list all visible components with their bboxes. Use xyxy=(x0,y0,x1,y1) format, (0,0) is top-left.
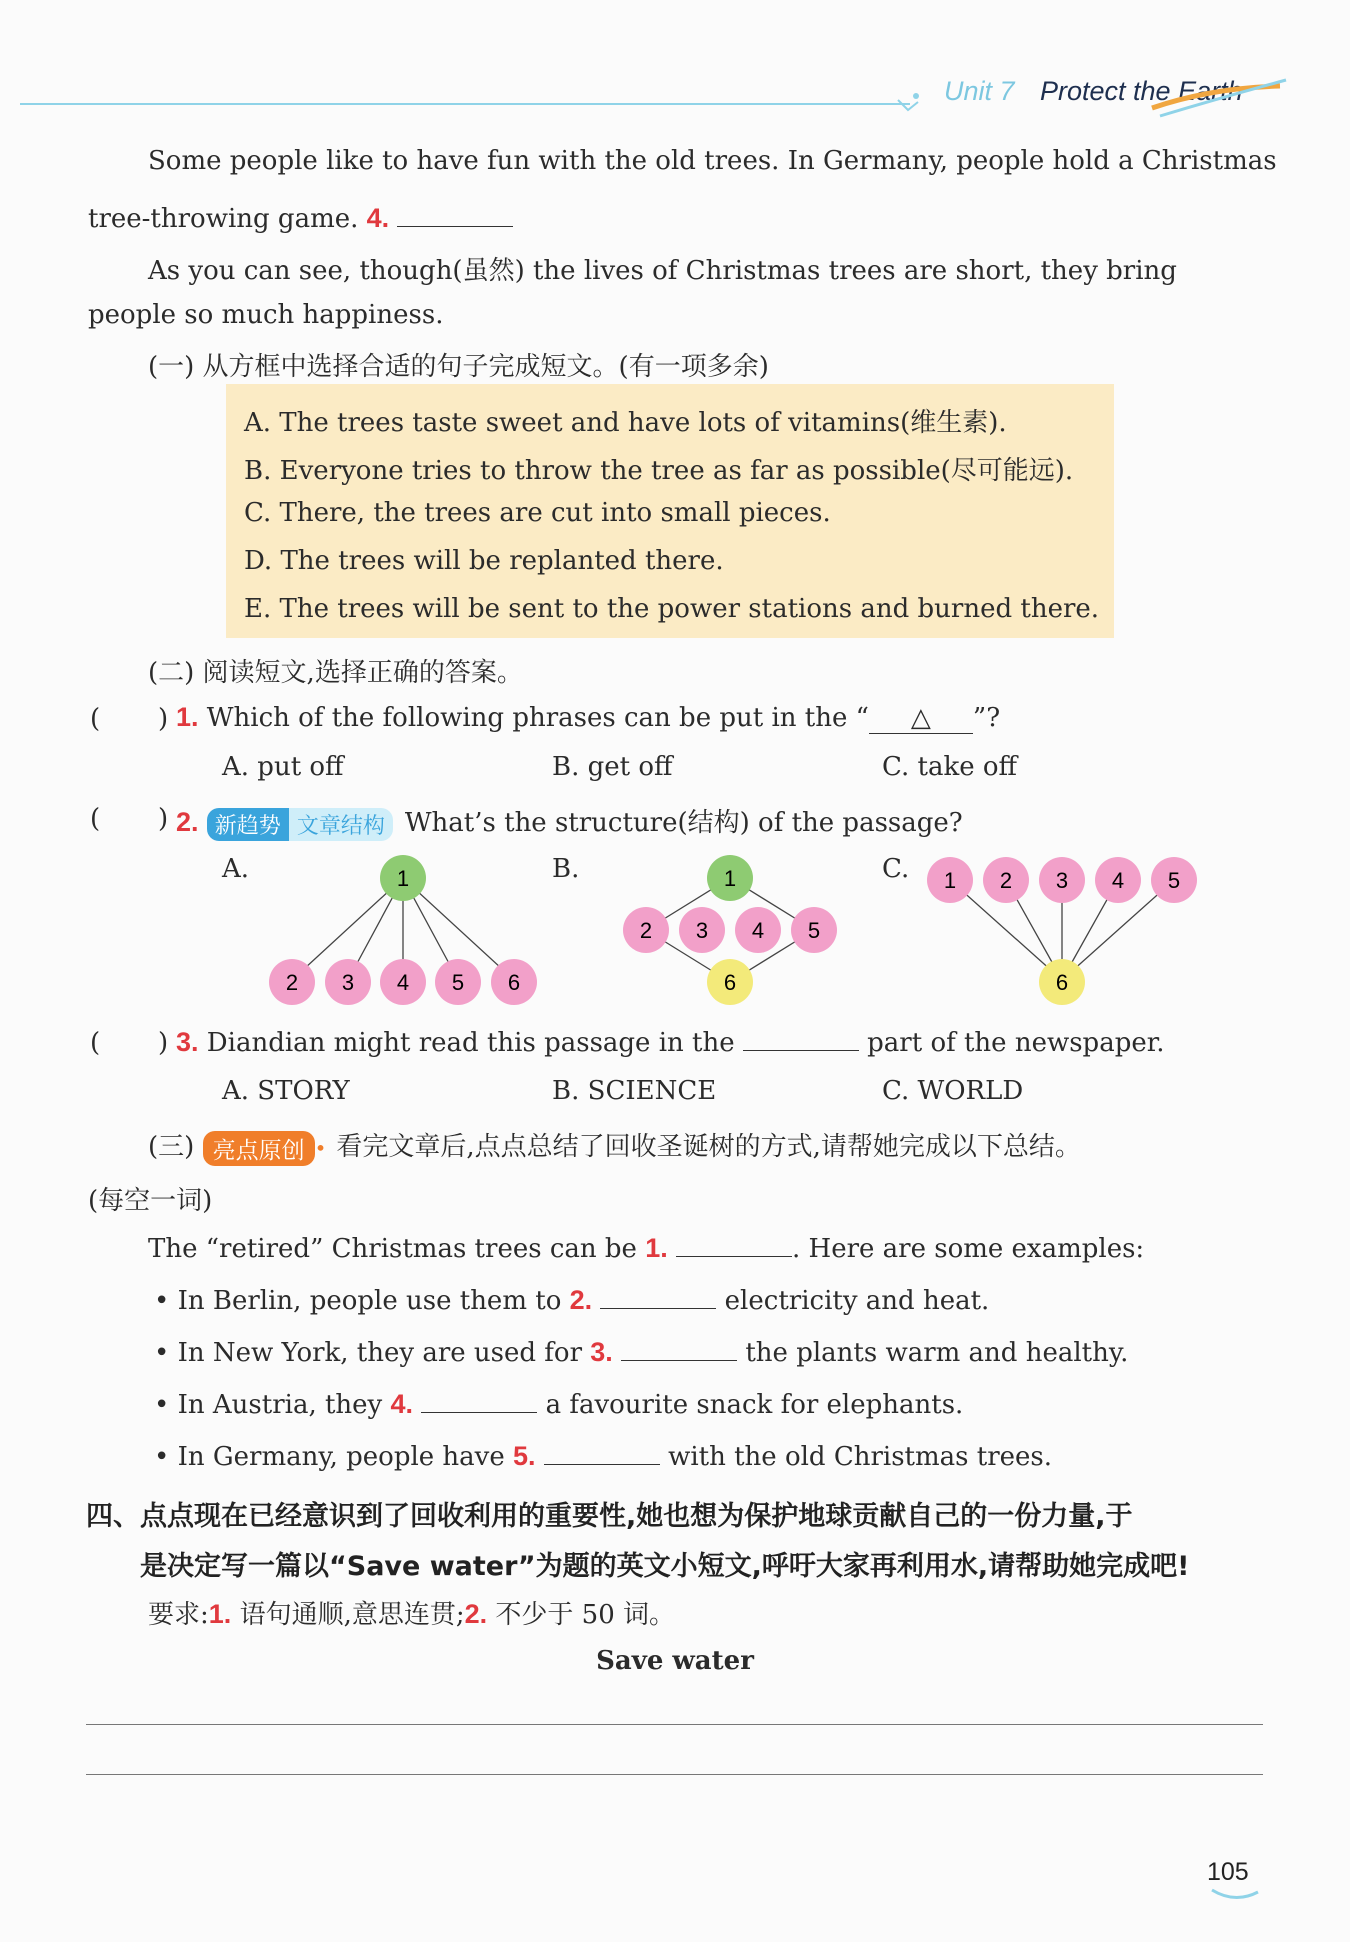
writing-line[interactable] xyxy=(86,1724,1263,1725)
summary-bullet: • In Berlin, people use them to 2. electricity and heat. xyxy=(154,1285,990,1316)
part1-instruction: (一) 从方框中选择合适的句子完成短文。(有一项多余) xyxy=(148,352,769,382)
option-b: B. Everyone tries to throw the tree as far as possible(尽可能远). xyxy=(244,456,1074,486)
node-label: 4 xyxy=(751,918,765,943)
page-swoosh-icon xyxy=(1210,1886,1260,1904)
swoosh-icon xyxy=(1150,78,1290,118)
answer-blank[interactable] xyxy=(600,1284,716,1309)
dot-icon: • xyxy=(314,1136,327,1160)
question-3: 3. Diandian might read this passage in the part of the newspaper. xyxy=(176,1027,1165,1058)
choice-c[interactable]: C. take off xyxy=(882,752,1017,782)
summary-intro: The “retired” Christmas trees can be 1. . Here are some examples: xyxy=(148,1233,1145,1264)
writing-line[interactable] xyxy=(86,1774,1263,1775)
answer-blank[interactable] xyxy=(397,202,513,227)
node-label: 3 xyxy=(341,970,355,995)
node-label: 1 xyxy=(396,866,410,891)
diagram-b xyxy=(600,840,860,1020)
unit-label: Unit 7 xyxy=(944,76,1015,106)
triangle-blank: △ xyxy=(869,703,973,734)
passage-line: tree-throwing game. 4. xyxy=(88,202,513,234)
diagram-label-c[interactable]: C. xyxy=(882,854,910,884)
diagram-a xyxy=(250,840,550,1020)
answer-paren[interactable]: ( ) xyxy=(90,704,169,734)
section4-heading: 是决定写一篇以“Save water”为题的英文小短文,呼吁大家再利用水,请帮助她完成吧! xyxy=(140,1551,1190,1582)
answer-blank[interactable] xyxy=(743,1026,859,1051)
essay-title: Save water xyxy=(596,1646,754,1676)
blank-number: 4. xyxy=(366,203,390,233)
trend-badge: 新趋势 xyxy=(207,808,289,841)
header-chevron-icon xyxy=(890,88,930,118)
summary-bullet: • In Austria, they 4. a favourite snack for elephants. xyxy=(154,1389,964,1420)
choice-a[interactable]: A. STORY xyxy=(222,1076,350,1106)
answer-blank[interactable] xyxy=(621,1336,737,1361)
unit-title: Protect the Earth xyxy=(1040,76,1243,106)
node-label: 2 xyxy=(285,970,299,995)
part3-instruction: (三) 亮点原创 • 看完文章后,点点总结了回收圣诞树的方式,请帮她完成以下总结。 xyxy=(148,1132,1081,1164)
section4-requirements: 要求:1. 语句通顺,意思连贯;2. 不少于 50 词。 xyxy=(148,1599,676,1630)
node-label: 2 xyxy=(999,868,1013,893)
structure-badge: 文章结构 xyxy=(289,808,393,841)
section4-heading: 四、点点现在已经意识到了回收利用的重要性,她也想为保护地球贡献自己的一份力量,于 xyxy=(86,1501,1133,1532)
node-label: 1 xyxy=(943,868,957,893)
answer-blank[interactable] xyxy=(421,1388,537,1413)
diagram-label-b[interactable]: B. xyxy=(552,854,580,884)
summary-bullet: • In New York, they are used for 3. the plants warm and healthy. xyxy=(154,1337,1129,1368)
original-badge: 亮点原创 xyxy=(203,1131,315,1166)
option-d: D. The trees will be replanted there. xyxy=(244,546,724,576)
answer-paren[interactable]: ( ) xyxy=(90,804,169,834)
question-1: 1. Which of the following phrases can be put in the “ △ ”? xyxy=(176,702,1001,733)
node-label: 1 xyxy=(723,866,737,891)
choice-b[interactable]: B. SCIENCE xyxy=(552,1076,717,1106)
option-e: E. The trees will be sent to the power stations and burned there. xyxy=(244,594,1100,624)
option-c: C. There, the trees are cut into small pieces. xyxy=(244,498,831,528)
question-2: 2. 新趋势 文章结构 What’s the structure(结构) of the passage? xyxy=(176,807,963,839)
node-label: 6 xyxy=(507,970,521,995)
node-label: 3 xyxy=(1055,868,1069,893)
option-a: A. The trees taste sweet and have lots of vitamins(维生素). xyxy=(244,408,1007,438)
node-label: 3 xyxy=(695,918,709,943)
part3-note: (每空一词) xyxy=(88,1186,213,1216)
node-label: 6 xyxy=(1055,970,1069,995)
part2-instruction: (二) 阅读短文,选择正确的答案。 xyxy=(148,658,523,688)
answer-blank[interactable] xyxy=(544,1440,660,1465)
node-label: 4 xyxy=(396,970,410,995)
summary-bullet: • In Germany, people have 5. with the old Christmas trees. xyxy=(154,1441,1053,1472)
node-label: 2 xyxy=(639,918,653,943)
node-label: 4 xyxy=(1111,868,1125,893)
node-label: 5 xyxy=(807,918,821,943)
node-label: 6 xyxy=(723,970,737,995)
diagram-label-a[interactable]: A. xyxy=(222,854,250,884)
passage-line: Some people like to have fun with the old trees. In Germany, people hold a Christmas xyxy=(148,146,1277,176)
node-label: 5 xyxy=(1167,868,1181,893)
header-line xyxy=(20,103,910,105)
passage-line: people so much happiness. xyxy=(88,300,444,330)
node-label: 5 xyxy=(451,970,465,995)
choice-c[interactable]: C. WORLD xyxy=(882,1076,1024,1106)
answer-paren[interactable]: ( ) xyxy=(90,1028,169,1058)
diagram-c xyxy=(910,840,1210,1020)
choice-a[interactable]: A. put off xyxy=(222,752,344,782)
page-number: 105 xyxy=(1207,1858,1249,1886)
passage-line: As you can see, though(虽然) the lives of Christmas trees are short, they bring xyxy=(148,256,1177,286)
choice-b[interactable]: B. get off xyxy=(552,752,673,782)
answer-blank[interactable] xyxy=(676,1232,792,1257)
